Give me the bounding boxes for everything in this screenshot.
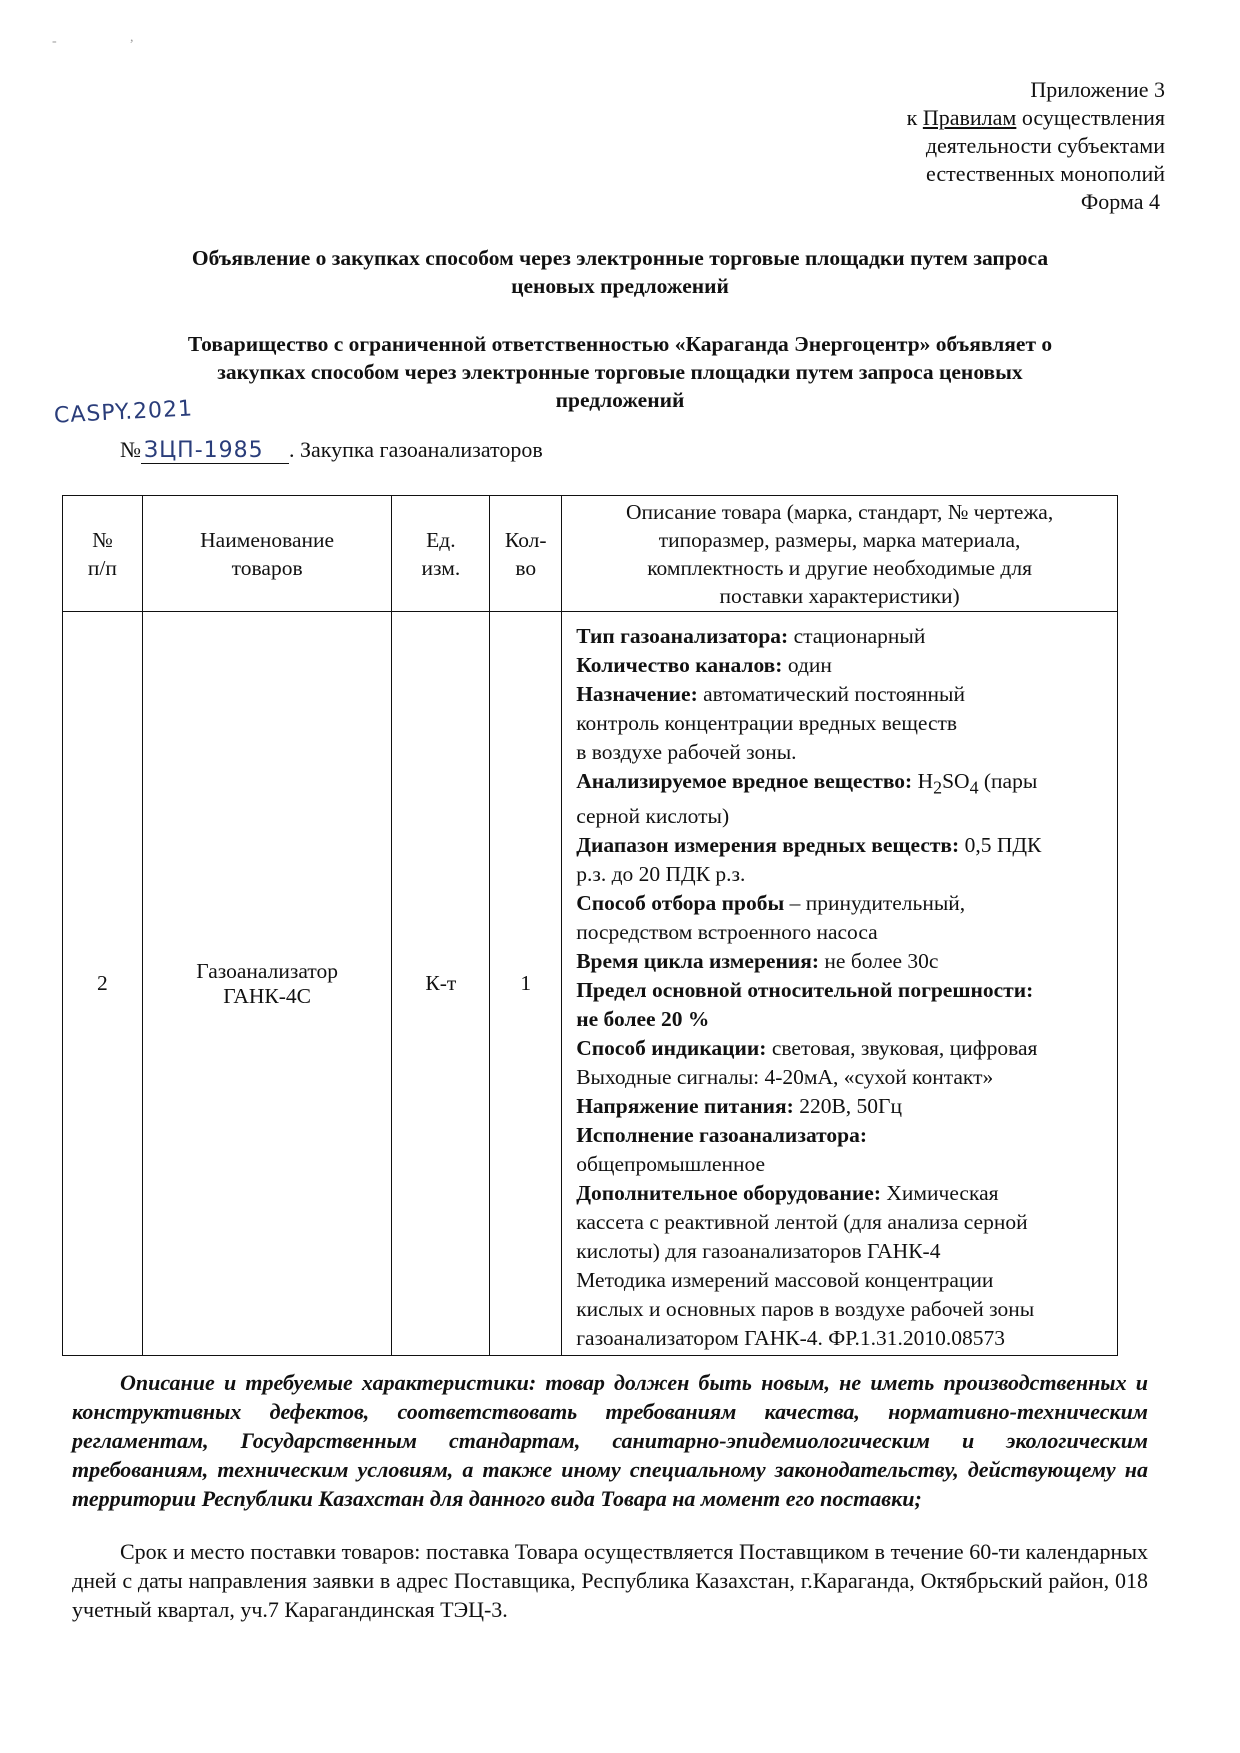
scan-speck: - (52, 34, 57, 49)
rules-link[interactable]: Правилам (922, 105, 1017, 130)
appendix-suffix: осуществления (1016, 105, 1165, 130)
subtitle-line: закупках способом через электронные торговые площадки путем запроса ценовых (217, 360, 1023, 384)
header-name: Наименование товаров (142, 496, 392, 612)
goods-table (62, 495, 1118, 1356)
procurement-number-line (120, 437, 543, 464)
cell-unit: К-т (392, 612, 490, 1356)
cell-name: Газоанализатор ГАНК-4С (142, 612, 392, 1356)
scan-speck: , (130, 30, 134, 45)
cell-num: 2 (63, 612, 143, 1356)
cell-qty: 1 (490, 612, 562, 1356)
appendix-line: деятельности субъектами (925, 133, 1165, 158)
subtitle-line: предложений (555, 388, 685, 412)
subtitle-line: Товарищество с ограниченной ответственностью «Караганда Энергоцентр» объявляет о (187, 332, 1053, 356)
title-line: Объявление о закупках способом через электронные торговые площадки путем запроса (191, 246, 1049, 270)
organization-announcement (100, 330, 1140, 414)
table-header-row (63, 496, 1118, 612)
appendix-line (907, 104, 1165, 132)
procurement-title: . Закупка газоанализаторов (289, 437, 543, 462)
appendix-prefix: к (906, 105, 923, 130)
document-title (100, 244, 1140, 300)
header-qty: Кол- во (490, 496, 562, 612)
handwritten-number: ЗЦП-1985 (141, 438, 289, 464)
appendix-line: естественных монополий (926, 161, 1165, 186)
handwritten-stamp: CASPY.2021 (53, 396, 194, 429)
header-unit: Ед. изм. (392, 496, 490, 612)
header-num: № п/п (63, 496, 143, 612)
delivery-paragraph: Срок и место поставки товаров: поставка Товара осуществляется Поставщиком в течение 60-ти календарных дней с даты направления заявки в адрес Поставщика, Республика Казахстан, г.Караганда, Октябрьский район, 018 учетный квартал, уч.7 Карагандинская ТЭЦ-3. (72, 1539, 1148, 1622)
title-line: ценовых предложений (511, 274, 729, 298)
appendix-header (907, 76, 1165, 216)
requirements-paragraph: Описание и требуемые характеристики: товар должен быть новым, не иметь производственных и конструктивных дефектов, соответствовать требованиям качества, нормативно-техническим регламентам, Государственным стандартам, санитарно-эпидемиологическим и экологическим требованиям, техническим условиям, а также иному специальному законодательству, действующему на территории Республики Казахстан для данного вида Товара на момент его поставки; (72, 1370, 1148, 1511)
number-sign: № (120, 437, 141, 462)
header-description: Описание товара (марка, стандарт, № чертежа, типоразмер, размеры, марка материала, комплектность и другие необходимые для поставки характеристики) (562, 496, 1118, 612)
appendix-line: Приложение 3 (1030, 77, 1165, 102)
table-row (63, 612, 1118, 1356)
cell-description: Тип газоанализатора: стационарный Количество каналов: один Назначение: автоматический постоянный контроль концентрации вредных веществ в воздухе рабочей зоны. Анализируемое вредное вещество: $H_2SO_4$ (пары серной кислоты) Диапазон измерения вредных веществ: 0,5 ПДК р.з. до 20 ПДК р.з. Способ отбора пробы – принудительный, посредством встроенного насоса Время цикла измерения: не более 30с Предел основной относительной погрешности: не более 20 % Способ индикации: световая, звуковая, цифровая Выходные сигналы: 4-20мА, «сухой контакт» Напряжение питания: 220В, 50Гц Исполнение газоанализатора: общепромышленное Дополнительное оборудование: Химическая кассета с реактивной лентой (для анализа серной кислоты) для газоанализаторов ГАНК-4 Методика измерений массовой концентрации кислых и основных паров в воздухе рабочей зоны газоанализатором ГАНК-4. ФР.1.31.2010.08573 (562, 612, 1118, 1356)
form-number: Форма 4 (1080, 189, 1160, 214)
